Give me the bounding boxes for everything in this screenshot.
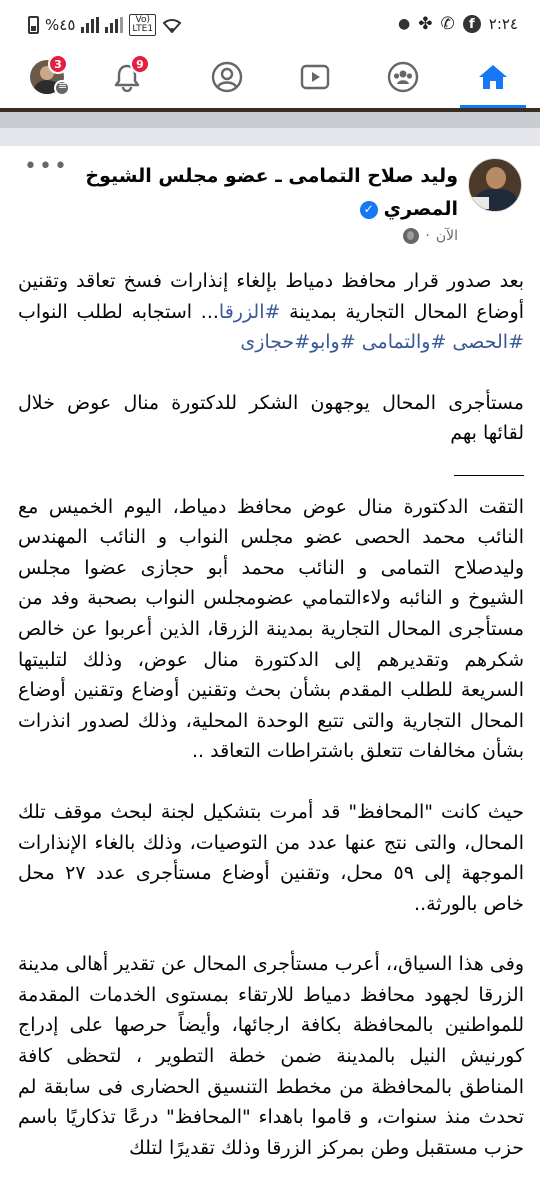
- watch-button[interactable]: [278, 46, 352, 108]
- verified-icon: ✓: [360, 201, 378, 219]
- menu-button[interactable]: [10, 46, 84, 108]
- paragraph-committee: حيث كانت "المحافظ" قد أمرت بتشكيل لجنة لبحث موقف تلك المحال، والتى نتج عنها عدد من التوصيات، وذلك بالغاء الإنذارات الموجهة إلى ٥٩ محل، وتقنين أوضاع مستأجرى عدد ٢٧ محل خاص بالورثة..: [18, 800, 524, 915]
- paragraph-meeting: التقت الدكتورة منال عوض محافظ دمياط، اليوم الخميس مع النائب محمد الحصى عضو مجلس النواب و النائب المهندس وليدصلاح التمامى و النائب محمد أبو حجازى عضوا مجلس الشيوخ و النائبه ولاءالتمامي عضومجلس النواب بصحبة وفد من مستأجرى المحال التجارية بمدينة الزرقا، الذين أعربوا عن خالص شكرهم وتقديرهم إلى الدكتورة منال عوض، وذلك لتلبيتها السريعة للطلب المقدم بشأن بحث وتقنين أوضاع وتقنين أوضاع المحال التجارية والتى تتبع الوحدة المحلية، وذلك لصدور انذرات بشأن مخالفات تتعلق باشتراطات التعاقد ..: [18, 495, 524, 763]
- paragraph-intro: بعد صدور قرار محافظ دمياط بإلغاء إنذارات فسخ تعاقد وتقنين أوضاع المحال التجارية بمدينة #الزرقا... استجابه لطلب النواب #الحصى #والتمامى #وابو#حجازى: [18, 270, 524, 354]
- signal-2-icon: [105, 17, 123, 33]
- battery-icon: [28, 16, 39, 34]
- profile-button[interactable]: [190, 46, 264, 108]
- wifi-icon: [162, 17, 182, 33]
- groups-icon: [387, 61, 419, 93]
- volte-icon: Vo) LTE1: [129, 14, 156, 36]
- hashtag-link[interactable]: #الحصى: [452, 331, 524, 354]
- menu-icon: [54, 80, 70, 96]
- status-right: [398, 14, 518, 34]
- post-body: [18, 266, 524, 1193]
- post-card: [0, 146, 540, 1200]
- facebook-icon: f: [463, 15, 481, 33]
- battery-level: %٤٥: [45, 16, 76, 34]
- menu-badge: 3: [48, 54, 68, 74]
- paragraph-headline: مستأجرى المحال يوجهون الشكر للدكتورة منال عوض خلال لقائها بهم: [18, 391, 524, 445]
- status-bar: [0, 0, 540, 46]
- status-left: [28, 14, 182, 36]
- top-nav: [0, 46, 540, 108]
- feed-divider: [0, 128, 540, 146]
- author-name[interactable]: وليد صلاح التمامى ـ عضو مجلس الشيوخ المصري✓: [85, 165, 458, 220]
- user-icon: [211, 61, 243, 93]
- more-options-icon[interactable]: •••: [24, 154, 69, 179]
- post-meta: [403, 228, 458, 244]
- hashtag-link[interactable]: #الزرقا: [218, 300, 281, 323]
- whatsapp-icon: ✆: [440, 14, 455, 34]
- post-time[interactable]: الآن: [435, 228, 458, 244]
- notifications-badge: 9: [130, 54, 150, 74]
- meta-separator: ·: [425, 228, 430, 244]
- video-icon: [299, 62, 331, 92]
- hashtag-link[interactable]: #وابو: [310, 331, 356, 354]
- notifications-button[interactable]: [90, 46, 164, 108]
- globe-icon: [403, 228, 419, 244]
- paragraph-context: وفى هذا السياق،، أعرب مستأجرى المحال عن تقدير أهالى مدينة الزرقا لجهود محافظ دمياط للارتقاء بمستوى الخدمات المقدمة للمواطنين بالمحافظة بكافة ارجائها، وأيضاً حرصها على إدراج كورنيش النيل بالمدينة ضمن خطة التطوير ، لتحظى كافة المناطق بالمحافظة من مخطط التنسيق الحضارى فى سابقة لم تحدث منذ سنوات، و قاموا باهداء "المحافظ" درعًا تذكاريًا باسم حزب مستقبل وطن بمركز الزرقا وذلك تقديرًا لتلك: [18, 953, 524, 1159]
- dot-icon: ●: [398, 16, 411, 32]
- home-button[interactable]: [456, 46, 530, 108]
- previous-post-footer: [0, 112, 540, 128]
- network-icon: ✤: [418, 14, 433, 34]
- signal-icon: [81, 17, 99, 33]
- status-time: ٢:٢٤: [488, 15, 518, 33]
- separator-line: [18, 455, 524, 486]
- hashtag-link[interactable]: #حجازى: [240, 331, 311, 354]
- home-icon: [477, 62, 509, 92]
- author-avatar[interactable]: [468, 158, 522, 212]
- groups-button[interactable]: [366, 46, 440, 108]
- hashtag-link[interactable]: #والتمامى: [361, 331, 447, 354]
